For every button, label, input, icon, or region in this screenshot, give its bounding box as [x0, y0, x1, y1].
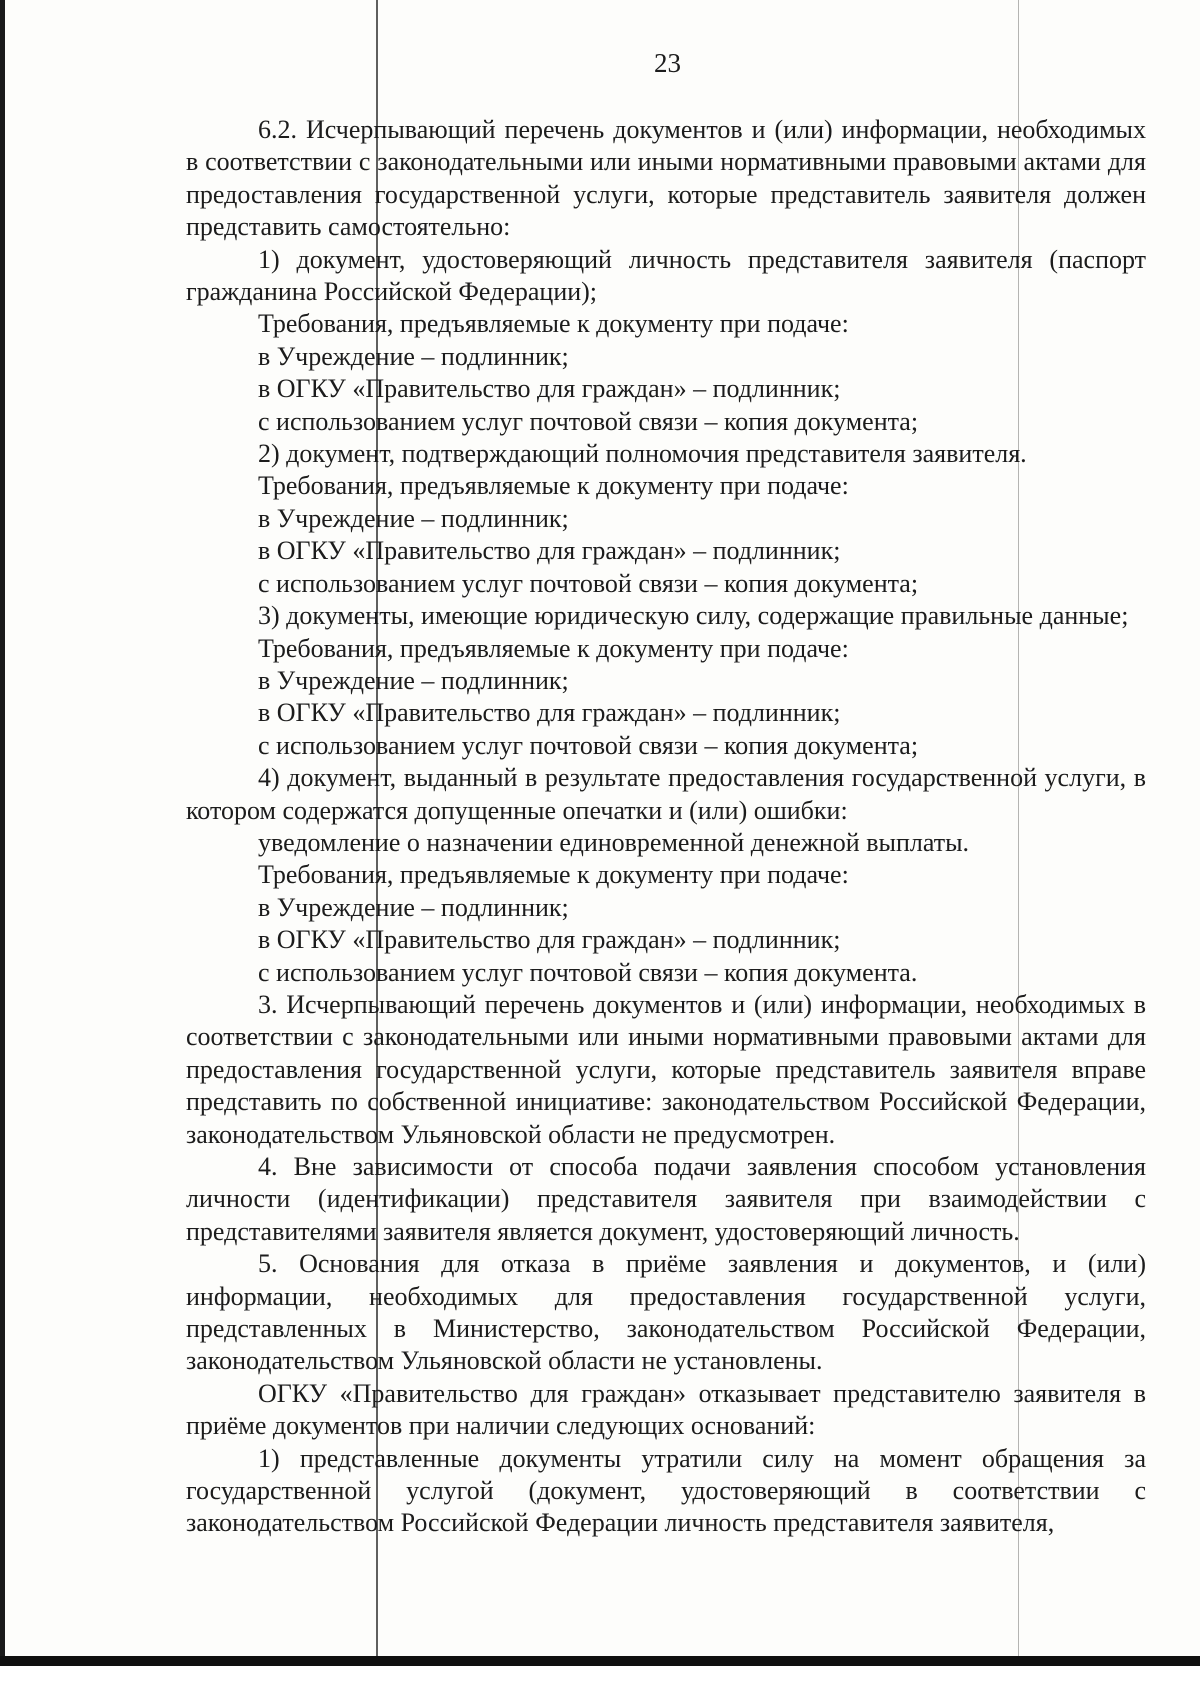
- paragraph: в Учреждение – подлинник;: [258, 665, 569, 695]
- scan-bottom-border: [0, 1656, 1200, 1666]
- paragraph: в Учреждение – подлинник;: [258, 892, 569, 922]
- page-number: 23: [654, 48, 681, 78]
- paragraph: 3) документы, имеющие юридическую силу, содержащие правильные данные;: [258, 601, 1129, 631]
- paragraph: с использованием услуг почтовой связи – копия документа;: [258, 568, 919, 598]
- paragraph: в ОГКУ «Правительство для граждан» – подлинник;: [258, 925, 841, 955]
- document-body: [186, 114, 1146, 1540]
- paragraph: Требования, предъявляемые к документу при подаче:: [258, 633, 849, 663]
- paragraph: 5. Основания для отказа в приёме заявления и документов, и (или) информации, необходимых для предоставления государственной услуги, представленных в Министерство, законодательством Российской Федерации, законодательством Ульяновской области не установлены.: [186, 1249, 1146, 1376]
- paragraph: 4) документ, выданный в результате предоставления государственной услуги, в котором содержатся допущенные опечатки и (или) ошибки:: [186, 763, 1146, 825]
- paragraph: Требования, предъявляемые к документу при подаче:: [258, 860, 849, 890]
- paragraph: 3. Исчерпывающий перечень документов и (или) информации, необходимых в соответствии с законодательными или иными нормативными правовыми актами для предоставления государственной услуги, которые представитель заявителя вправе представить по собственной инициативе: законодательством Российской Федерации, законодательством Ульяновской области не предусмотрен.: [186, 989, 1146, 1149]
- paragraph: 2) документ, подтверждающий полномочия представителя заявителя.: [258, 439, 1027, 469]
- scan-left-border: [0, 0, 5, 1688]
- paragraph: в ОГКУ «Правительство для граждан» – подлинник;: [258, 698, 841, 728]
- paragraph: 4. Вне зависимости от способа подачи заявления способом установления личности (идентификации) представителя заявителя при взаимодействии с представителями заявителя является документ, удостоверяющий личность.: [186, 1152, 1146, 1246]
- paragraph: ОГКУ «Правительство для граждан» отказывает представителю заявителя в приёме документов при наличии следующих оснований:: [186, 1378, 1146, 1441]
- paragraph: в ОГКУ «Правительство для граждан» – подлинник;: [258, 536, 841, 566]
- paragraph: Требования, предъявляемые к документу при подаче:: [258, 309, 849, 339]
- paragraph: в ОГКУ «Правительство для граждан» – подлинник;: [258, 374, 841, 404]
- paragraph: 6.2. Исчерпывающий перечень документов и (или) информации, необходимых в соответствии с законодательными или иными нормативными правовыми актами для предоставления государственной услуги, которые представитель заявителя должен представить самостоятельно:: [186, 115, 1146, 242]
- paragraph: уведомление о назначении единовременной денежной выплаты.: [258, 827, 970, 857]
- paragraph: в Учреждение – подлинник;: [258, 503, 569, 533]
- paragraph: с использованием услуг почтовой связи – копия документа.: [258, 957, 918, 987]
- paragraph: с использованием услуг почтовой связи – копия документа;: [258, 406, 919, 436]
- paragraph: 1) документ, удостоверяющий личность представителя заявителя (паспорт гражданина Российской Федерации);: [186, 244, 1146, 307]
- paragraph: в Учреждение – подлинник;: [258, 341, 569, 371]
- paragraph: 1) представленные документы утратили силу на момент обращения за государственной услугой (документ, удостоверяющий в соответствии с законодательством Российской Федерации личность представителя заявителя,: [186, 1443, 1146, 1538]
- paragraph: Требования, предъявляемые к документу при подаче:: [258, 471, 849, 501]
- paragraph: с использованием услуг почтовой связи – копия документа;: [258, 730, 919, 760]
